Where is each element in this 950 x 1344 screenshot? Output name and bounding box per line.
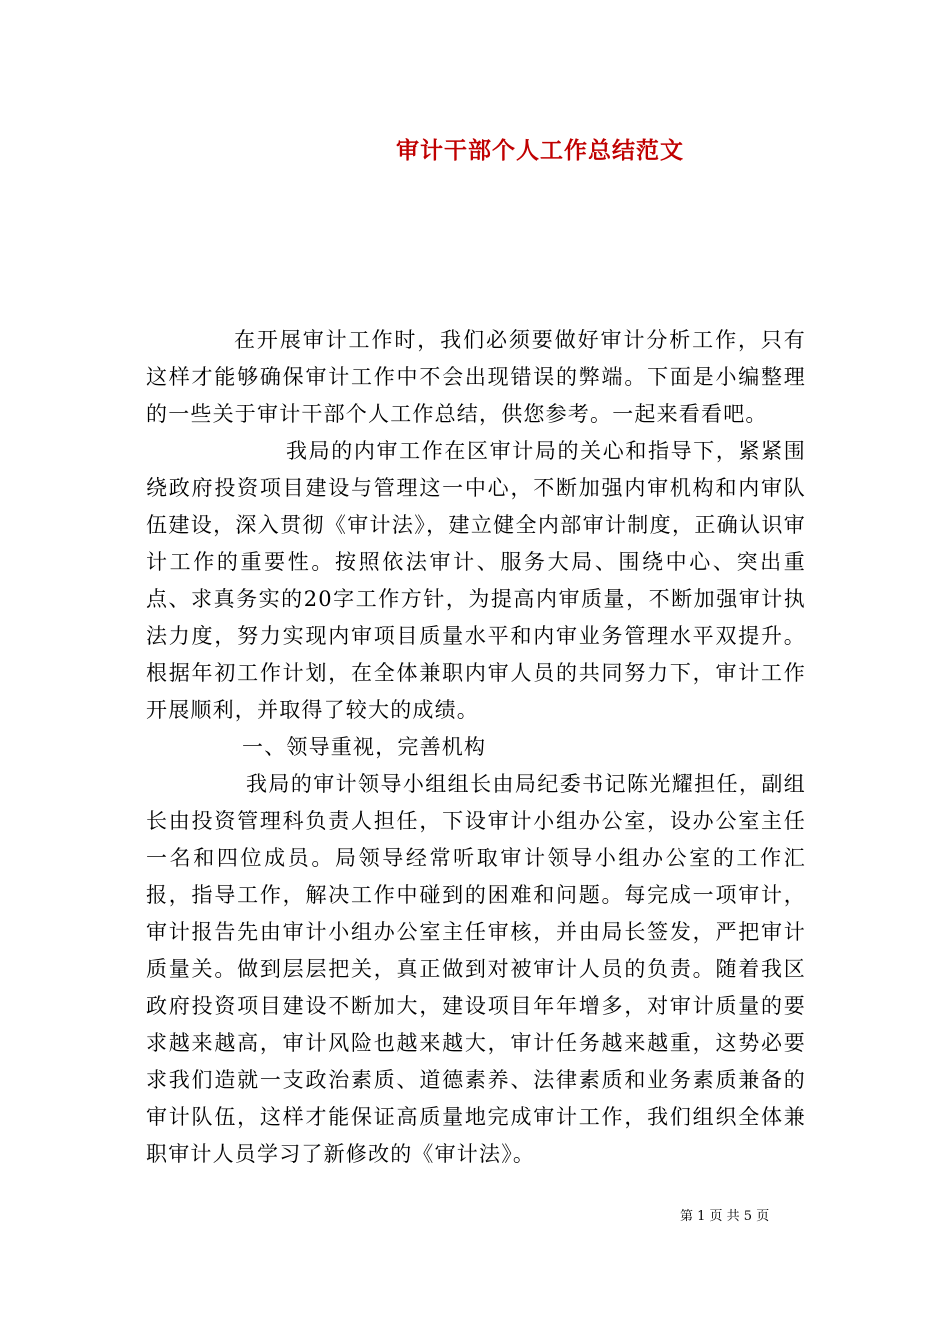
- page-number-footer: 第 1 页 共 5 页: [680, 1209, 770, 1224]
- intro-paragraph: 在开展审计工作时，我们必须要做好审计分析工作，只有这样才能够确保审计工作中不会出现错误的弊端。下面是小编整理的一些关于审计干部个人工作总结，供您参考。一起来看看吧。: [146, 328, 806, 426]
- section-heading: 一、领导重视，完善机构: [242, 735, 487, 759]
- document-body: [146, 322, 806, 1173]
- overview-paragraph: 我局的内审工作在区审计局的关心和指导下，紧紧围绕政府投资项目建设与管理这一中心，不断加强内审机构和内审队伍建设，深入贯彻《审计法》，建立健全内部审计制度，正确认识审计工作的重要性。按照依法审计、服务大局、围绕中心、突出重点、求真务实的20字工作方针，为提高内审质量，不断加强审计执法力度，努力实现内审项目质量水平和内审业务管理水平双提升。根据年初工作计划，在全体兼职内审人员的共同努力下，审计工作开展顺利，并取得了较大的成绩。: [146, 439, 806, 722]
- document-title: 审计干部个人工作总结范文: [396, 137, 684, 164]
- section-paragraph: 我局的审计领导小组组长由局纪委书记陈光耀担任，副组长由投资管理科负责人担任，下设审计小组办公室，设办公室主任一名和四位成员。局领导经常听取审计领导小组办公室的工作汇报，指导工作，解决工作中碰到的困难和问题。每完成一项审计，审计报告先由审计小组办公室主任审核，并由局长签发，严把审计质量关。做到层层把关，真正做到对被审计人员的负责。随着我区政府投资项目建设不断加大，建设项目年年增多，对审计质量的要求越来越高，审计风险也越来越大，审计任务越来越重，这势必要求我们造就一支政治素质、道德素养、法律素质和业务素质兼备的审计队伍，这样才能保证高质量地完成审计工作，我们组织全体兼职审计人员学习了新修改的《审计法》。: [146, 772, 806, 1166]
